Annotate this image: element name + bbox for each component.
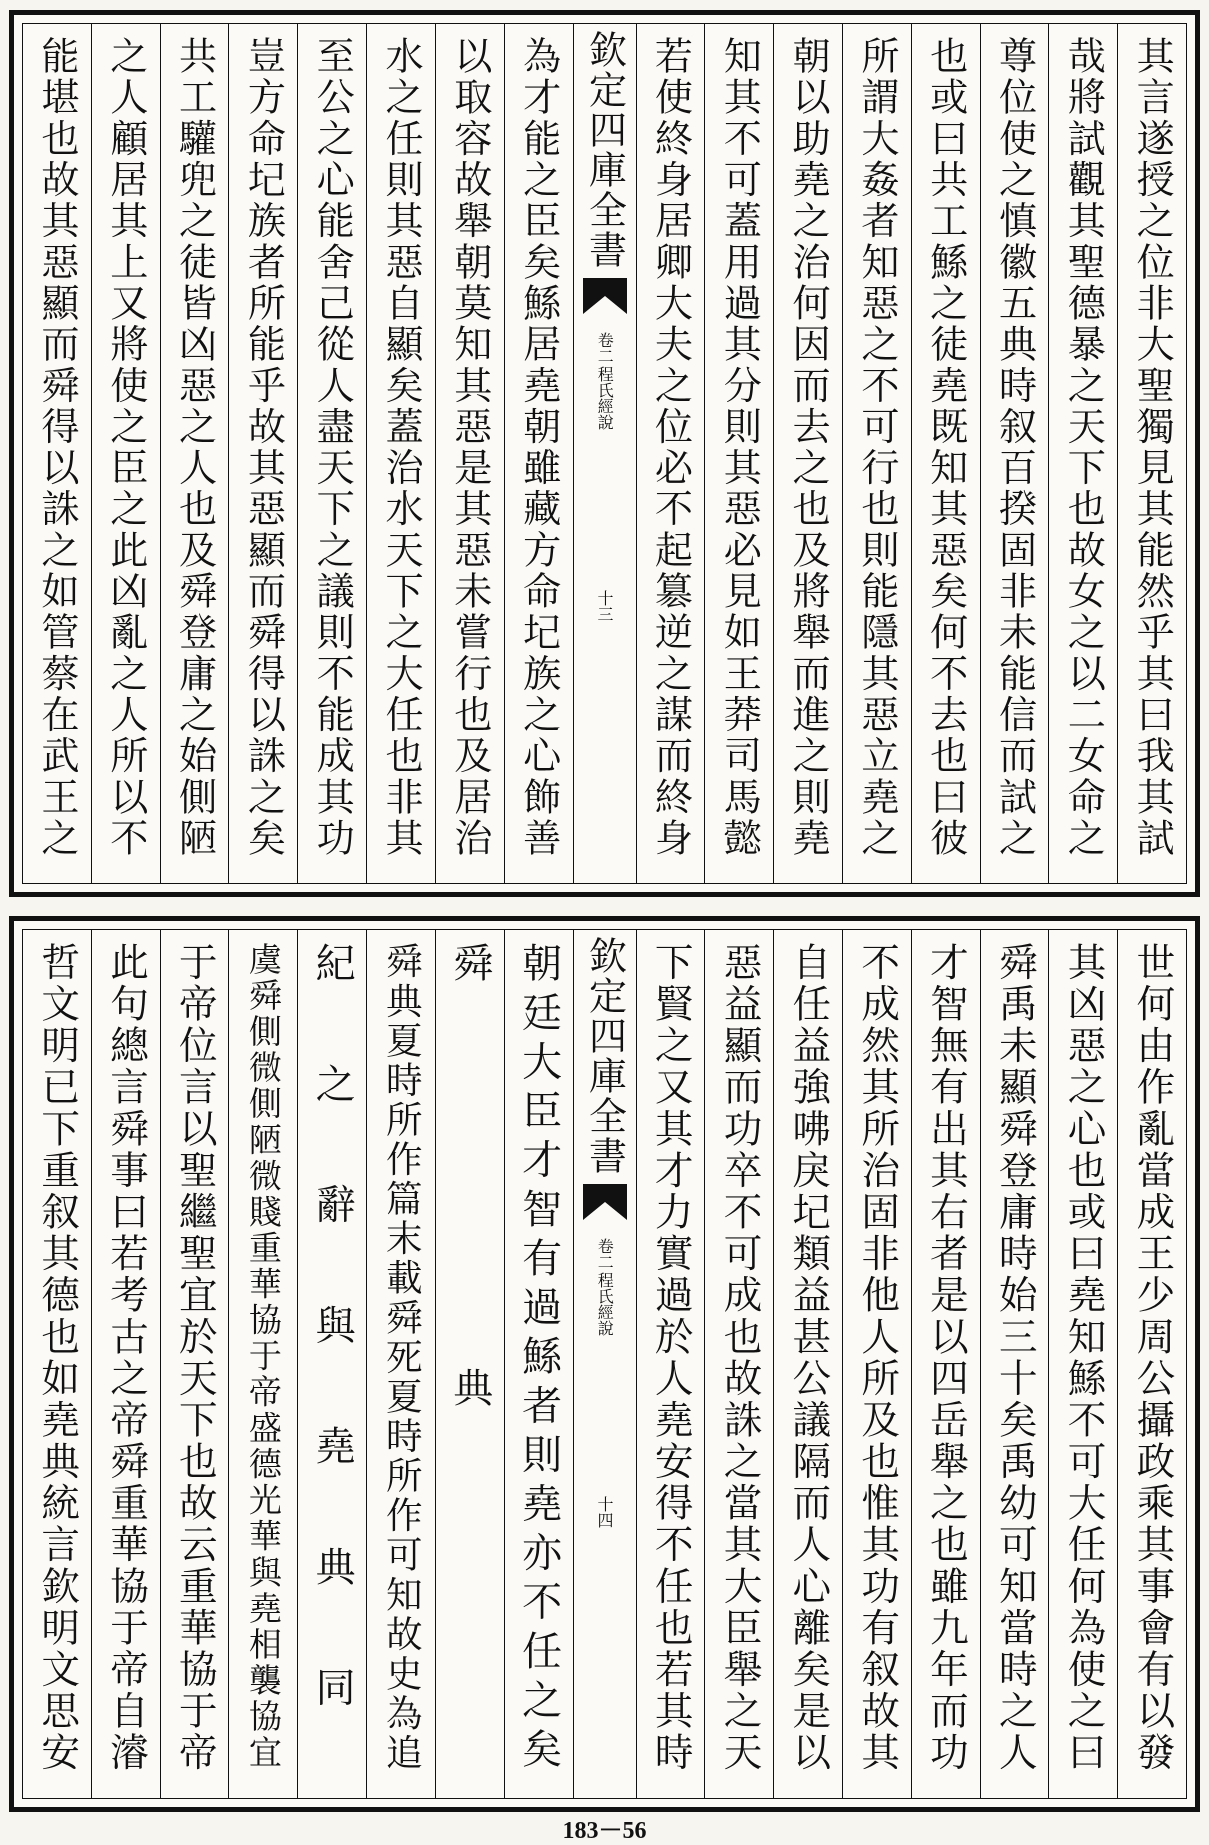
column-text: 虞舜側微側陋微賤重華協于帝盛德光華與堯相襲協宜 [243,942,283,1771]
book-gutter [573,930,636,1798]
column-text: 能堪也故其惡顯而舜得以誅之如管蔡在武王之 [34,36,79,859]
column-text: 為才能之臣矣鯀居堯朝雖藏方命圮族之心飾善 [516,36,561,859]
text-column [704,930,773,1798]
text-column [23,930,91,1798]
text-column [704,24,773,883]
book-title: 欽定四庫全書 [582,936,627,1176]
column-text: 也或曰共工鯀之徒堯既知其惡矣何不去也曰彼 [923,36,968,859]
text-column [773,24,842,883]
book-title: 欽定四庫全書 [582,30,627,270]
text-column [1117,930,1186,1798]
text-column [366,930,435,1798]
text-column [1048,24,1117,883]
column-text: 若使終身居卿大夫之位必不起簒逆之謀而終身 [648,36,693,859]
column-text: 水之任則其惡自顯矣蓋治水天下之大任也非其 [379,36,424,859]
text-column [160,930,229,1798]
column-text: 其言遂授之位非大聖獨見其能然乎其曰我其試 [1130,36,1175,859]
text-column [911,24,980,883]
page-number: 183－56 [562,1818,647,1844]
text-column [297,930,366,1798]
book-subtitle [596,1238,614,1336]
column-text: 紀之辭與堯典同 [309,942,356,1787]
column-text: 至公之心能舍己從人盡天下之議則不能成其功 [310,36,355,859]
column-text: 舜典夏時所作篇末載舜死夏時所作可知故史為追 [380,942,424,1773]
text-column [773,930,842,1798]
column-text: 之人顧居其上又將使之臣之此凶亂之人所以不 [103,36,148,859]
column-text: 朝廷大臣才智有過鯀者則堯亦不任之矣 [515,942,562,1777]
text-column [636,24,705,883]
text-column [911,930,980,1798]
column-text: 所謂大姦者知惡之不可行也則能隱其惡立堯之 [854,36,899,859]
text-column [980,930,1049,1798]
text-column [228,24,297,883]
bottom-text-grid [22,929,1187,1799]
column-text: 下賢之又其才力實過於人堯安得不任也若其時 [648,942,694,1774]
text-column [297,24,366,883]
fish-tail-mark-icon [583,1184,627,1220]
text-column [1048,930,1117,1798]
text-column [842,930,911,1798]
text-column [91,24,160,883]
text-column [91,930,160,1798]
book-subtitle [596,332,614,430]
text-column [228,930,297,1798]
text-column [23,24,91,883]
column-text: 不成然其所治固非他人所及也惟其功有叙故其 [855,942,901,1774]
fish-tail-mark-icon [583,278,627,314]
book-gutter [573,24,636,883]
column-text: 尊位使之慎徽五典時叙百揆固非未能信而試之 [992,36,1037,859]
text-column [636,930,705,1798]
text-column [435,24,504,883]
text-column [504,24,573,883]
column-text: 才智無有出其右者是以四岳舉之也雖九年而功 [923,942,969,1774]
column-text: 朝以助堯之治何因而去之也及將舉而進之則堯 [786,36,831,859]
column-text: 哉將試觀其聖德暴之天下也故女之以二女命之 [1061,36,1106,859]
column-text: 以取容故舉朝莫知其惡是其惡未嘗行也及居治 [447,36,492,859]
book-name: 程氏經說 [595,1272,615,1336]
column-text: 其凶惡之心也或曰堯知鯀不可大任何為使之曰 [1061,942,1107,1774]
column-text: 此句總言舜事曰若考古之帝舜重華協于帝自濬 [104,942,150,1774]
book-name: 程氏經說 [595,366,615,430]
top-text-grid [22,23,1187,884]
column-text: 哲文明已下重叙其德也如堯典統言欽明文思安 [35,942,81,1774]
leaf-number: 十四 [595,1496,614,1528]
leaf-number: 十三 [595,590,614,622]
text-column [980,24,1049,883]
column-text: 于帝位言以聖繼聖宜於天下也故云重華協于帝 [172,942,218,1774]
column-text: 共工驩兜之徒皆凶惡之人也及舜登庸之始側陋 [172,36,217,859]
volume-label: 卷二 [595,332,615,364]
column-text: 世何由作亂當成王少周公攝政乘其事會有以發 [1130,942,1176,1774]
column-text: 豈方命圮族者所能乎故其惡顯而舜得以誅之矣 [241,36,286,859]
top-page-panel [9,10,1200,897]
column-text: 舜禹未顯舜登庸時始三十矣禹幼可知當時之人 [992,942,1038,1774]
text-column [1117,24,1186,883]
column-text: 惡益顯而功卒不可成也故誅之當其大臣舉之天 [717,942,763,1774]
text-column [842,24,911,883]
column-text: 舜典 [446,942,493,1792]
volume-label: 卷二 [595,1238,615,1270]
text-column [504,930,573,1798]
text-column [435,930,504,1798]
text-column [160,24,229,883]
bottom-page-panel [9,916,1200,1812]
column-text: 知其不可蓋用過其分則其惡必見如王莽司馬懿 [717,36,762,859]
column-text: 自任益強咈戾圮類益甚公議隔而人心離矣是以 [786,942,832,1774]
text-column [366,24,435,883]
